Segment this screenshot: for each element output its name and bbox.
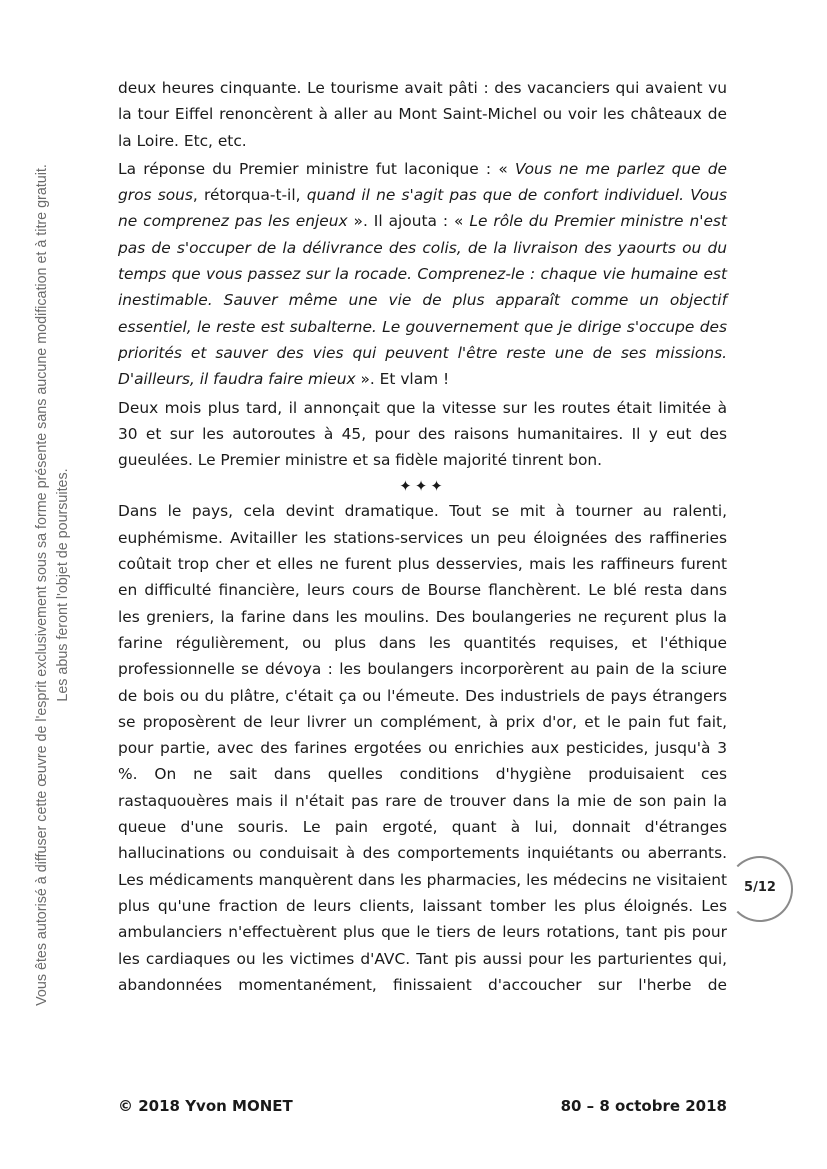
p2-text-2: , rétorqua-t-il, (192, 186, 307, 205)
page-number: 5/12 (744, 880, 776, 895)
p2-quote-1: Vous ne me parlez que de gros sous (118, 159, 727, 205)
section-separator: ✦✦✦ (399, 477, 446, 496)
p2-text-4: ». Et vlam ! (355, 370, 450, 389)
p2-quote-2: quand il ne s'agit pas que de confort individuel. Vous ne comprenez pas les enjeux (118, 186, 728, 231)
paragraph-4: Dans le pays, cela devint dramatique. Tout se mit à tourner au ralenti, euphémisme. Avitailler les stations-services un peu éloignées des raffineries coûtait trop cher et elles ne furent plus desservies, mais les raffineurs furent en difficulté financière, leurs cours de Bourse flanchèrent. Le blé resta dans les greniers, la farine dans les moulins. Des boulangeries ne reçurent plus la farine régulièrement, ou plus dans les quantités requises, et l'éthique professionnelle se dévoya : les boulangers incorporèrent au pain de la sciure de bois ou du plâtre, c'était ça ou l'émeute. Des industriels de pays étrangers se proposèrent de leur livrer un complément, à prix d'or, et le pain fut fait, pour partie, avec des farines ergotées ou enrichies aux pesticides, jusqu'à 3 %. On ne sait dans quelles conditions d'hygiène produisaient ces rastaquouères mais il n'était pas rare de trouver dans la mie de son pain la queue d'une souris. Le pain ergoté, quant à lui, donnait d'étranges hallucinations ou conduisait à des comportements inquiétants ou aberrants. Les médicaments manquèrent dans les pharmacies, les médecins ne visitaient plus qu'une fraction de leurs clients, laissant tomber les plus éloignés. Les ambulanciers n'effectuèrent plus que le tiers de leurs rotations, tant pis pour les cardiaques ou les victimes d'AVC. Tant pis aussi pour les parturientes qui, abandonnées momentanément, finissaient d'accoucher sur l'herbe de (118, 502, 727, 994)
page-number-badge (727, 856, 793, 922)
footer-issue: 80 – 8 octobre 2018 (560, 1097, 727, 1115)
side-notice-line-1: Vous êtes autorisé à diffuser cette œuvre de l'esprit exclusivement sous sa forme présente sans aucune modification et à titre gratuit. (34, 164, 50, 1006)
paragraph-1: deux heures cinquante. Le tourisme avait pâti : des vacanciers qui avaient vu la tour Eiffel renoncèrent à aller au Mont Saint-Michel ou voir les châteaux de la Loire. Etc, etc. (118, 79, 727, 150)
article-body (118, 75, 727, 1000)
footer-copyright: © 2018 Yvon MONET (118, 1097, 293, 1115)
paragraph-3: Deux mois plus tard, il annonçait que la vitesse sur les routes était limitée à 30 et sur les autoroutes à 45, pour des raisons humanitaires. Il y eut des gueulées. Le Premier ministre et sa fidèle majorité tinrent bon. (118, 398, 727, 470)
p2-quote-3: Le rôle du Premier ministre n'est pas de s'occuper de la délivrance des colis, de la livraison des yaourts ou du temps que vous passez sur la rocade. Comprenez-le : chaque vie humaine est inestimable. Sauver même une vie de plus apparaît comme un objectif essentiel, le reste est subalterne. Le gouvernement que je dirige s'occupe des priorités et sauver des vies qui peuvent l'être reste une de ses missions. D'ailleurs, il faudra faire mieux (118, 212, 727, 389)
side-copyright-notice (32, 45, 74, 1125)
paragraph-2 (118, 156, 727, 393)
p2-text-1: La réponse du Premier ministre fut laconique : « (118, 159, 515, 178)
p2-text-3: ». Il ajouta : « (347, 212, 470, 231)
side-notice-line-2: Les abus feront l'objet de poursuites. (55, 468, 71, 702)
